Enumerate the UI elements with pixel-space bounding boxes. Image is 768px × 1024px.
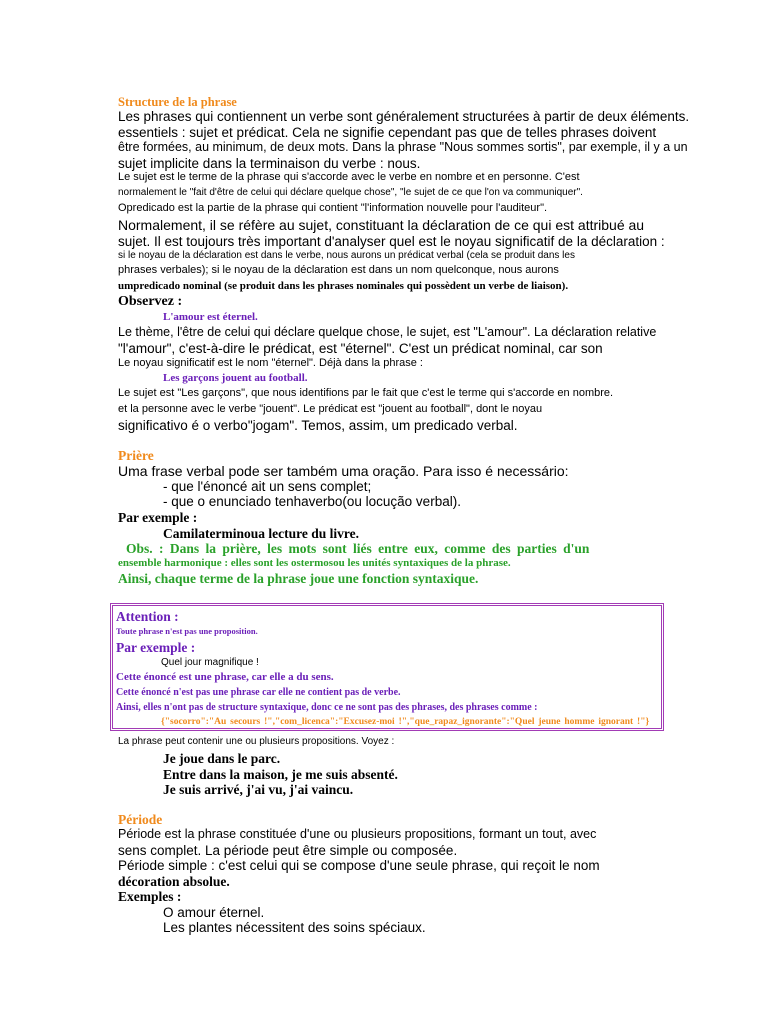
paragraph-line: être formées, au minimum, de deux mots. Dans la phrase "Nous sommes sortis", par exemple, il y a un — [118, 140, 688, 154]
example-sentence: Les garçons jouent au football. — [163, 372, 308, 384]
par-exemple-label: Par exemple : — [118, 510, 198, 525]
box-line: Cette énoncé est une phrase, car elle a du sens. — [116, 671, 334, 683]
paragraph-line: umpredicado nominal (se produit dans les phrases nominales qui possèdent un verbe de liaison). — [118, 280, 569, 292]
section-title-periode: Période — [118, 812, 163, 827]
example-sentence: Quel jour magnifique ! — [161, 657, 259, 668]
paragraph-line: sujet. Il est toujours très important d'analyser quel est le noyau significatif de la déclaration : — [118, 234, 665, 249]
paragraph-line: essentiels : sujet et prédicat. Cela ne signifie cependant pas que de telles phrases doivent — [118, 125, 657, 140]
observez-label: Observez : — [118, 294, 183, 309]
paragraph-line: si le noyau de la déclaration est dans le verbe, nous aurons un prédicat verbal (cela se produit dans les — [118, 250, 575, 261]
paragraph-line: décoration absolue. — [118, 874, 230, 889]
list-item: - que l'énoncé ait un sens complet; — [163, 479, 372, 494]
example-sentence: Entre dans la maison, je me suis absenté. — [163, 767, 398, 782]
obs-line: Obs. : Dans la prière, les mots sont liés entre eux, comme des parties d'un — [126, 541, 590, 556]
example-sentence: O amour éternel. — [163, 905, 265, 920]
paragraph-line: Normalement, il se réfère au sujet, constituant la déclaration de ce qui est attribué au — [118, 217, 645, 233]
json-example-line: {"socorro":"Au secours !","com_licenca":"Excusez-moi !","que_rapaz_ignorante":"Quel jeune homme ignorant !"} — [161, 717, 650, 727]
paragraph-line: et la personne avec le verbe "jouent". Le prédicat est "jouent au football", dont le noyau — [118, 403, 543, 415]
attention-title: Attention : — [116, 609, 179, 624]
example-sentence: Je suis arrivé, j'ai vu, j'ai vaincu. — [163, 782, 354, 797]
paragraph-line: Période simple : c'est celui qui se compose d'une seule phrase, qui reçoit le nom — [118, 858, 600, 873]
paragraph-line: significativo é o verbo"jogam". Temos, assim, um predicado verbal. — [118, 418, 518, 433]
paragraph-line: Uma frase verbal pode ser também uma oração. Para isso é necessário: — [118, 463, 569, 479]
obs-line: Ainsi, chaque terme de la phrase joue une fonction syntaxique. — [118, 571, 479, 586]
section-title-priere: Prière — [118, 448, 154, 463]
paragraph-line: sujet implicite dans la terminaison du verbe : nous. — [118, 156, 421, 171]
example-sentence: Je joue dans le parc. — [163, 751, 281, 766]
par-exemple-label: Par exemple : — [116, 640, 196, 655]
attention-subtitle: Toute phrase n'est pas une proposition. — [116, 626, 258, 636]
paragraph-line: normalement le "fait d'être de celui qui déclare quelque chose", "le sujet de ce que l'on va communiquer". — [118, 187, 583, 198]
paragraph-line: sens complet. La période peut être simple ou composée. — [118, 843, 458, 858]
paragraph-line: Opredicado est la partie de la phrase qui contient "l'information nouvelle pour l'auditeur". — [118, 202, 548, 214]
attention-box — [110, 603, 664, 731]
box-line: Ainsi, elles n'ont pas de structure syntaxique, donc ce ne sont pas des phrases, des phrases comme : — [116, 702, 538, 713]
obs-line: ensemble harmonique : elles sont les ostermosou les unités syntaxiques de la phrase. — [118, 557, 511, 569]
example-sentence: Les plantes nécessitent des soins spéciaux. — [163, 920, 426, 935]
paragraph-line: Période est la phrase constituée d'une ou plusieurs propositions, formant un tout, avec — [118, 827, 597, 841]
paragraph-line: Les phrases qui contiennent un verbe sont généralement structurées à partir de deux éléments. — [118, 109, 690, 124]
box-line: Cette énoncé n'est pas une phrase car elle ne contient pas de verbe. — [116, 687, 401, 698]
paragraph-line: phrases verbales); si le noyau de la déclaration est dans un nom quelconque, nous aurons — [118, 264, 559, 276]
paragraph-line: La phrase peut contenir une ou plusieurs propositions. Voyez : — [118, 736, 395, 747]
paragraph-line: "l'amour", c'est-à-dire le prédicat, est "éternel". C'est un prédicat nominal, car son — [118, 341, 603, 356]
paragraph-line: Le sujet est le terme de la phrase qui s'accorde avec le verbe en nombre et en personne. C'est — [118, 171, 580, 183]
section-title-structure: Structure de la phrase — [118, 95, 237, 109]
list-item: - que o enunciado tenhaverbo(ou locução verbal). — [163, 494, 461, 509]
paragraph-line: Le sujet est "Les garçons", que nous identifions par le fait que c'est le terme qui s'accorde en nombre. — [118, 387, 614, 399]
paragraph-line: Le noyau significatif est le nom "éternel". Déjà dans la phrase : — [118, 357, 423, 369]
example-sentence: Camilaterminoua lecture du livre. — [163, 526, 359, 541]
example-sentence: L'amour est éternel. — [163, 311, 258, 323]
exemples-label: Exemples : — [118, 889, 182, 904]
paragraph-line: Le thème, l'être de celui qui déclare quelque chose, le sujet, est "L'amour". La déclaration relative — [118, 325, 657, 339]
